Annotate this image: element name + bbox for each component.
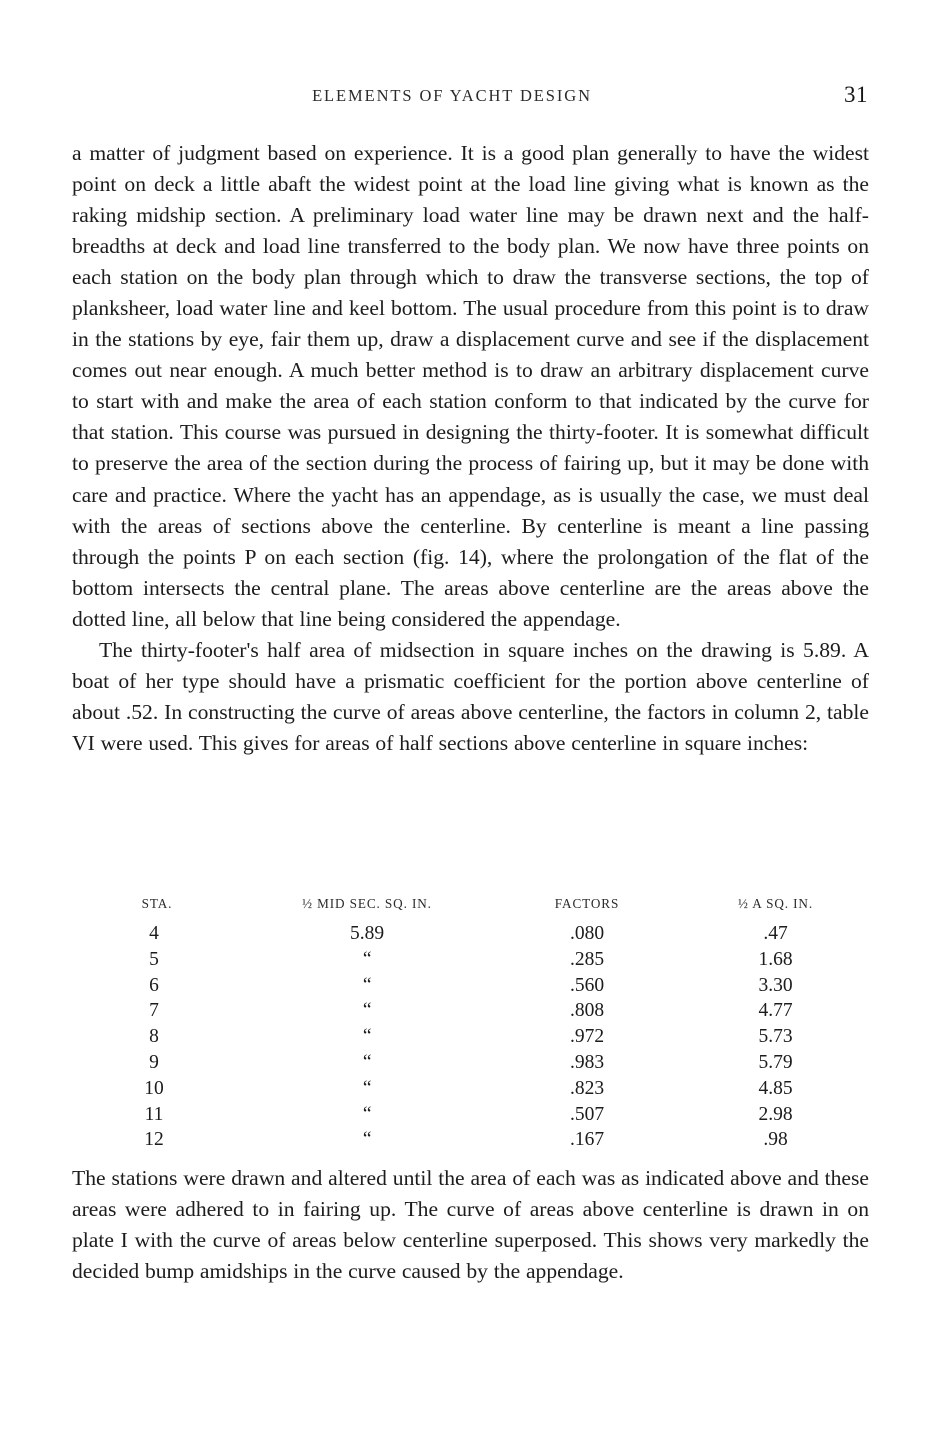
table-row [72,1076,869,1102]
paragraph-stations-drawn: The stations were drawn and altered until the area of each was as indicated above and these areas were adhered to in fairing up. The curve of areas above centerline is drawn in on plate I with the curve of areas below centerline superposed. This shows very markedly the decided bump amidships in the curve caused by the appendage. [72,1166,869,1284]
running-head [72,82,868,110]
cell-mid-section: “ [362,1129,372,1151]
cell-half-area: 4.77 [758,1000,793,1022]
cell-factor: .972 [569,1026,605,1048]
cell-mid-section: 5.89 [349,923,385,944]
cell-factor: .507 [569,1103,605,1125]
cell-factor: .080 [569,923,605,944]
cell-station: 9 [149,1051,159,1073]
table-row [72,1127,869,1153]
cell-mid-section: “ [362,974,372,996]
table-row [72,1050,869,1076]
table-row [72,921,869,947]
table-row [72,998,869,1024]
body-text-block [72,138,869,759]
cell-mid-section: “ [362,1051,372,1073]
cell-factor: .983 [569,1051,605,1073]
cell-half-area: 4.85 [758,1077,793,1099]
cell-mid-section: “ [362,1077,372,1099]
cell-half-area: 5.79 [758,1051,793,1073]
table-row [72,1102,869,1128]
table-row [72,973,869,999]
cell-factor: .823 [569,1077,605,1099]
areas-table-container [72,896,869,1153]
column-header-half-area: ½ A SQ. IN. [737,896,814,911]
cell-factor: .560 [569,974,605,996]
cell-half-area: .98 [763,1129,788,1151]
table-row [72,1024,869,1050]
cell-station: 6 [149,974,159,996]
table-row [72,947,869,973]
column-header-factors: FACTORS [554,896,620,911]
cell-half-area: 1.68 [758,948,793,970]
cell-station: 8 [149,1026,159,1048]
cell-station: 12 [144,1129,164,1151]
cell-mid-section: “ [362,948,372,970]
areas-table [72,896,869,1153]
cell-half-area: 2.98 [758,1103,793,1125]
closing-text-block [72,1163,869,1287]
cell-half-area: 5.73 [758,1026,793,1048]
running-head-title: ELEMENTS OF YACHT DESIGN [312,86,592,105]
areas-table-body [72,921,869,1153]
cell-station: 5 [149,948,159,970]
paragraph-midsection-area: The thirty-footer's half area of midsection in square inches on the drawing is 5.89. A boat of her type should have a prismatic coefficient for the portion above centerline of about .52. In constructing the curve of areas above centerline, the factors in column 2, table VI were used. This gives for areas of half sections above centerline in square inches: [72,637,869,755]
cell-factor: .808 [569,1000,605,1022]
page-number: 31 [844,82,868,107]
cell-half-area: .47 [763,923,788,944]
cell-factor: .167 [569,1129,605,1151]
cell-station: 7 [149,1000,159,1022]
cell-mid-section: “ [362,1000,372,1022]
table-header-row [72,896,869,921]
column-header-mid-section: ½ MID SEC. SQ. IN. [302,896,432,911]
column-header-station: STA. [141,896,173,911]
paragraph-continuation: a matter of judgment based on experience. It is a good plan generally to have the widest point on deck a little abaft the widest point at the load line giving what is known as the raking midship section. A preliminary load water line may be drawn next and the half-breadths at deck and load line transferred to the body plan. We now have three points on each station on the body plan through which to draw the transverse sections, the top of planksheer, load water line and keel bottom. The usual procedure from this point is to draw in the stations by eye, fair them up, draw a displacement curve and see if the displacement comes out near enough. A much better method is to draw an arbitrary displacement curve to start with and make the area of each station conform to that indicated by the curve for that station. This course was pursued in designing the thirty-footer. It is somewhat difficult to preserve the area of the section during the process of fairing up, but it may be done with care and practice. Where the yacht has an appendage, as is usually the case, we must deal with the areas of sections above the centerline. By centerline is meant a line passing through the points P on each section (fig. 14), where the prolongation of the flat of the bottom intersects the central plane. The areas above centerline are the areas above the dotted line, all below that line being considered the appendage. [72,141,869,631]
cell-station: 10 [144,1077,164,1099]
cell-station: 4 [149,923,159,944]
cell-factor: .285 [569,948,605,970]
cell-station: 11 [144,1103,164,1125]
cell-half-area: 3.30 [758,974,793,996]
cell-mid-section: “ [362,1026,372,1048]
cell-mid-section: “ [362,1103,372,1125]
